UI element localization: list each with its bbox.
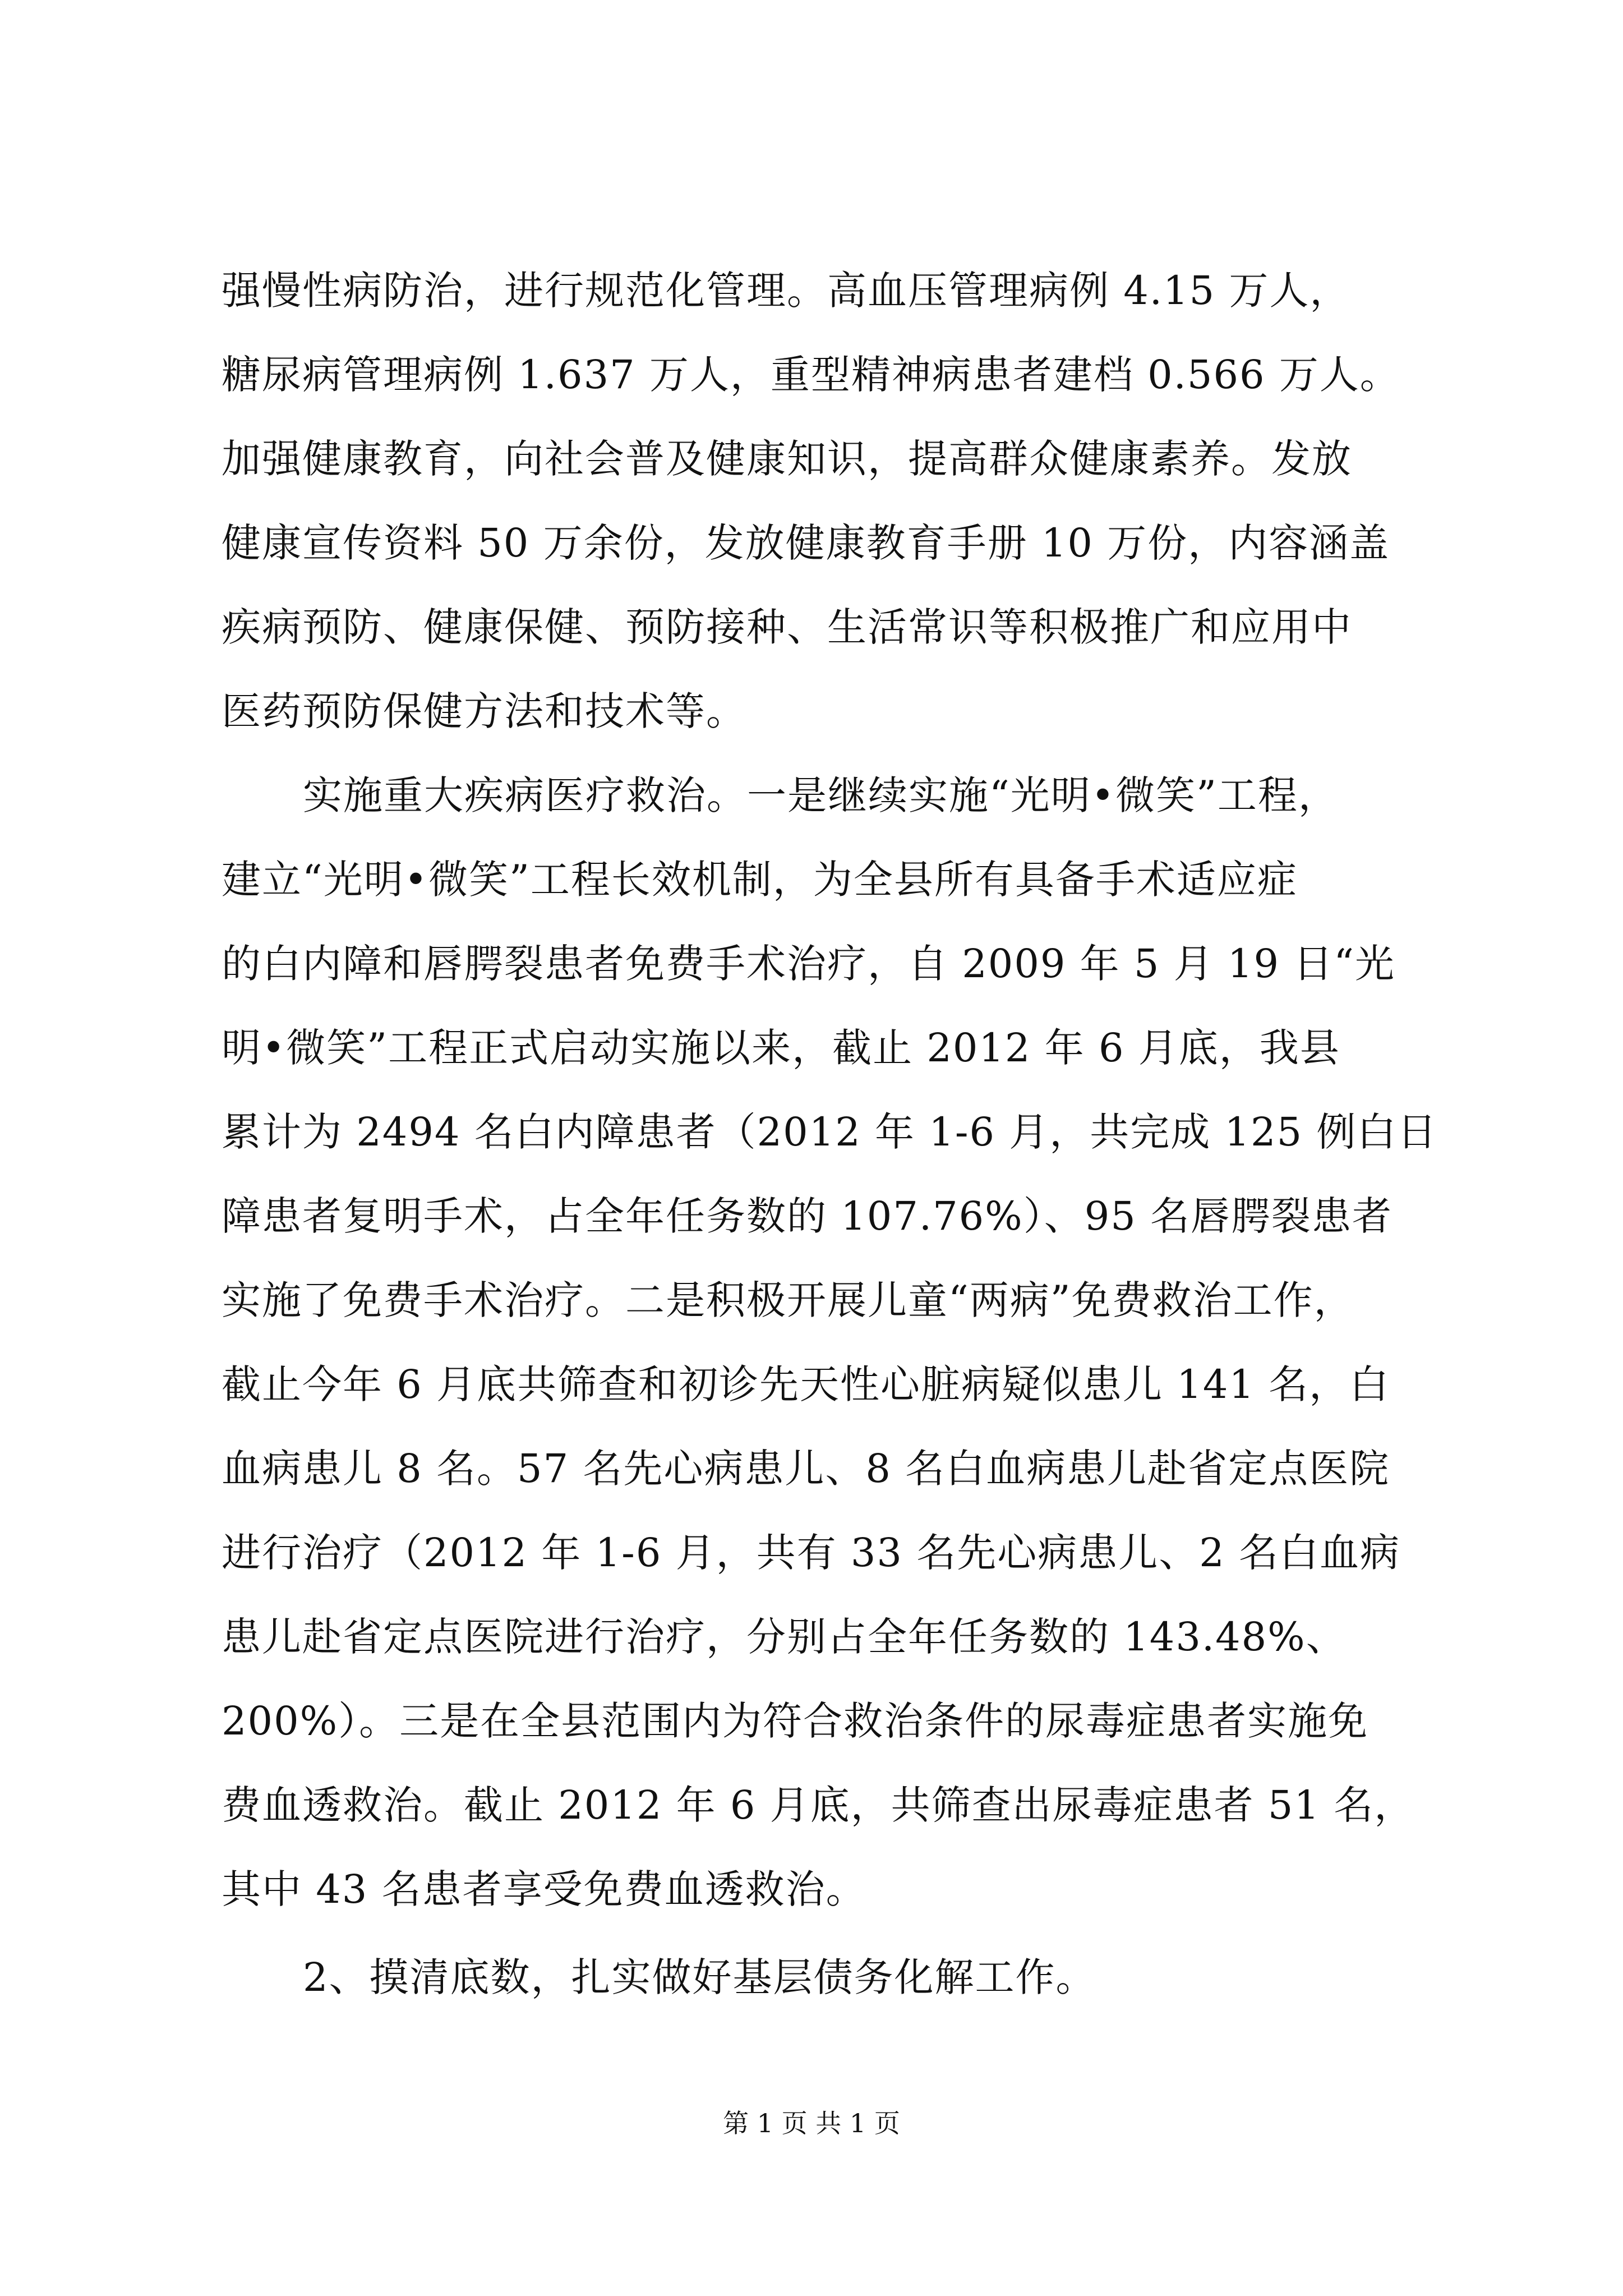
paragraph-2-line-14: 其中 43 名患者享受免费血透救治。 (222, 1866, 866, 1912)
paragraph-1-line-2: 糖尿病管理病例 1.637 万人，重型精神病患者建档 0.566 万人。 (222, 352, 1400, 398)
paragraph-2-line-11: 患儿赴省定点医院进行治疗，分别占全年任务数的 143.48%、 (222, 1614, 1347, 1660)
paragraph-2-line-12: 200%）。三是在全县范围内为符合救治条件的尿毒症患者实施免 (222, 1698, 1369, 1744)
paragraph-2-line-5: 累计为 2494 名白内障患者（2012 年 1-6 月，共完成 125 例白日 (222, 1109, 1438, 1155)
paragraph-2-line-1: 实施重大疾病医疗救治。一是继续实施“光明•微笑”工程， (303, 772, 1339, 818)
paragraph-2-line-8: 截止今年 6 月底共筛查和初诊先天性心脏病疑似患儿 141 名，白 (222, 1361, 1390, 1407)
paragraph-3-line-1: 2、摸清底数，扎实做好基层债务化解工作。 (303, 1954, 1096, 2000)
paragraph-1-line-6: 医药预防保健方法和技术等。 (222, 688, 746, 734)
paragraph-1-line-4: 健康宣传资料 50 万余份，发放健康教育手册 10 万份，内容涵盖 (222, 520, 1390, 566)
paragraph-2-line-2: 建立“光明•微笑”工程长效机制，为全县所有具备手术适应症 (222, 857, 1298, 903)
paragraph-2-line-4: 明•微笑”工程正式启动实施以来，截止 2012 年 6 月底，我县 (222, 1025, 1340, 1071)
paragraph-2-line-3: 的白内障和唇腭裂患者免费手术治疗，自 2009 年 5 月 19 日“光 (222, 941, 1396, 987)
paragraph-2-line-7: 实施了免费手术治疗。二是积极开展儿童“两病”免费救治工作， (222, 1277, 1354, 1323)
paragraph-1-line-5: 疾病预防、健康保健、预防接种、生活常识等积极推广和应用中 (222, 604, 1352, 650)
paragraph-2-line-10: 进行治疗（2012 年 1-6 月，共有 33 名先心病患儿、2 名白血病 (222, 1530, 1400, 1576)
paragraph-2-line-6: 障患者复明手术，占全年任务数的 107.76%）、95 名唇腭裂患者 (222, 1193, 1393, 1239)
paragraph-1-line-3: 加强健康教育，向社会普及健康知识，提高群众健康素养。发放 (222, 436, 1352, 482)
paragraph-2-line-9: 血病患儿 8 名。57 名先心病患儿、8 名白血病患儿赴省定点医院 (222, 1446, 1390, 1492)
paragraph-2-line-13: 费血透救治。截止 2012 年 6 月底，共筛查出尿毒症患者 51 名， (222, 1782, 1415, 1828)
page-footer: 第 1 页 共 1 页 (723, 2108, 900, 2138)
paragraph-1-line-1: 强慢性病防治，进行规范化管理。高血压管理病例 4.15 万人， (222, 268, 1350, 314)
